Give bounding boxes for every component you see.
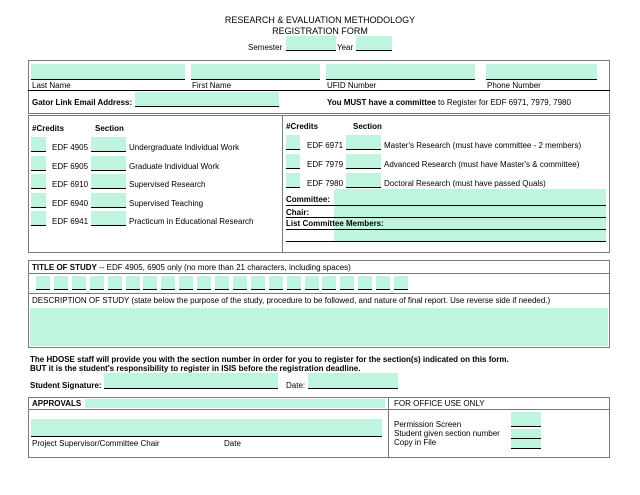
title-char-box[interactable]: [108, 276, 122, 290]
email-label: Gator Link Email Address:: [32, 98, 133, 107]
title-header-divider: [28, 273, 610, 274]
form-title-line2: REGISTRATION FORM: [272, 26, 368, 36]
title-char-box[interactable]: [72, 276, 86, 290]
title-char-box[interactable]: [36, 276, 50, 290]
student-signature-field[interactable]: [104, 373, 278, 389]
committee-note-rest: to Register for EDF 6971, 7979, 7980: [435, 98, 571, 107]
title-char-box[interactable]: [251, 276, 265, 290]
course-code: EDF 6905: [52, 162, 89, 171]
section-field[interactable]: [91, 137, 126, 152]
approval-date-label: Date: [224, 439, 241, 448]
last-name-field[interactable]: [31, 64, 185, 80]
office-item-permission: Permission Screen: [394, 420, 462, 429]
first-name-field[interactable]: [191, 64, 320, 80]
description-field[interactable]: [30, 308, 608, 346]
right-section-header: Section: [353, 122, 382, 131]
copy-in-file-field[interactable]: [511, 439, 541, 449]
title-char-box[interactable]: [394, 276, 408, 290]
first-name-label: First Name: [192, 81, 232, 90]
approvals-header-fill: [85, 399, 385, 408]
approvals-header-divider: [28, 409, 610, 410]
committee-note-bold: You MUST have a committee: [327, 98, 436, 107]
title-of-study-label: [32, 263, 351, 273]
semester-field[interactable]: [286, 36, 336, 51]
course-code: EDF 6910: [52, 180, 89, 189]
year-field[interactable]: [356, 36, 392, 51]
course-code: EDF 6941: [52, 217, 89, 226]
committee-members-label: List Committee Members:: [286, 219, 384, 228]
course-title: Graduate Individual Work: [129, 162, 220, 171]
supervisor-signature-field[interactable]: [31, 419, 225, 437]
section-field[interactable]: [346, 135, 381, 150]
title-char-box[interactable]: [54, 276, 68, 290]
last-name-label: Last Name: [32, 81, 71, 90]
section-field[interactable]: [91, 211, 126, 226]
title-char-box[interactable]: [179, 276, 193, 290]
course-title: Practicum in Educational Research: [129, 217, 254, 226]
course-code: EDF 6971: [307, 141, 344, 150]
title-of-study-bold: TITLE OF STUDY: [32, 263, 97, 272]
title-char-box[interactable]: [215, 276, 229, 290]
student-signature-label: Student Signature:: [30, 381, 102, 390]
section-field[interactable]: [91, 156, 126, 171]
form-title-line1: RESEARCH & EVALUATION METHODOLOGY: [224, 15, 416, 25]
course-code: EDF 4905: [52, 143, 89, 152]
section-field[interactable]: [91, 193, 126, 208]
office-use-label: FOR OFFICE USE ONLY: [394, 399, 485, 408]
left-credits-header: #Credits: [32, 124, 65, 133]
course-code: EDF 7979: [307, 160, 344, 169]
credits-field[interactable]: [31, 193, 46, 208]
credits-field[interactable]: [286, 154, 300, 169]
signature-date-field[interactable]: [308, 373, 398, 389]
credits-field[interactable]: [286, 135, 300, 150]
committee-label: Committee:: [286, 195, 331, 204]
credits-field[interactable]: [31, 211, 46, 226]
credits-field[interactable]: [31, 137, 46, 152]
approvals-divider: [388, 397, 389, 458]
committee-underline: [286, 205, 606, 206]
title-char-box[interactable]: [269, 276, 283, 290]
course-title: Advanced Research (must have Master's & committee): [384, 160, 580, 169]
permission-screen-field[interactable]: [511, 412, 541, 427]
course-title: Supervised Teaching: [129, 199, 204, 208]
title-char-box[interactable]: [161, 276, 175, 290]
title-char-box[interactable]: [358, 276, 372, 290]
title-char-box[interactable]: [197, 276, 211, 290]
course-code: EDF 7980: [307, 179, 344, 188]
notice-line-2: BUT it is the student's responsibility to register in ISIS before the registration deadline.: [30, 364, 361, 373]
title-row-divider: [28, 293, 610, 294]
title-char-box[interactable]: [287, 276, 301, 290]
signature-date-label: Date:: [286, 381, 306, 390]
course-code: EDF 6940: [52, 199, 89, 208]
course-title: Supervised Research: [129, 180, 206, 189]
members-underline-2: [286, 241, 606, 242]
description-label: DESCRIPTION OF STUDY (state below the purpose of the study, procedure to be followed, and nature of final report. Use reverse side if needed.): [32, 296, 551, 305]
section-number-field[interactable]: [511, 429, 541, 439]
chair-underline: [286, 217, 606, 218]
section-field[interactable]: [346, 154, 381, 169]
title-char-box[interactable]: [126, 276, 140, 290]
left-section-header: Section: [95, 124, 124, 133]
course-title: Undergraduate Individual Work: [129, 143, 240, 152]
office-item-copy-in-file: Copy in File: [394, 438, 437, 447]
credits-field[interactable]: [31, 174, 46, 189]
approvals-label: APPROVALS: [32, 399, 82, 408]
title-char-box[interactable]: [376, 276, 390, 290]
approval-date-field[interactable]: [222, 419, 382, 437]
right-credits-header: #Credits: [286, 122, 319, 131]
course-title: Doctoral Research (must have passed Quals): [384, 179, 546, 188]
title-of-study-note: -- EDF 4905, 6905 only (no more than 21 characters, including spaces): [96, 263, 351, 272]
title-char-box[interactable]: [305, 276, 319, 290]
committee-note: [327, 98, 571, 108]
notice-line-1: The HDOSE staff will provide you with the section number in order for you to register for the section(s) indicated on this form.: [30, 355, 509, 364]
title-char-box[interactable]: [143, 276, 157, 290]
title-char-box[interactable]: [322, 276, 336, 290]
credits-field[interactable]: [31, 156, 46, 171]
email-field[interactable]: [135, 92, 279, 107]
phone-field[interactable]: [486, 64, 597, 80]
phone-label: Phone Number: [487, 81, 541, 90]
title-char-box[interactable]: [90, 276, 104, 290]
course-title: Master's Research (must have committee - 2 members): [384, 141, 582, 150]
year-label: Year: [337, 43, 354, 52]
committee-field-area[interactable]: [334, 189, 606, 241]
section-field[interactable]: [346, 173, 381, 188]
chair-label: Chair:: [286, 208, 310, 217]
office-item-section-number: Student given section number: [394, 429, 500, 438]
credits-field[interactable]: [286, 173, 300, 188]
ufid-field[interactable]: [326, 64, 475, 80]
name-row-divider: [28, 90, 610, 91]
courses-divider: [282, 115, 283, 253]
title-char-box[interactable]: [233, 276, 247, 290]
ufid-label: UFID Number: [327, 81, 377, 90]
title-char-box[interactable]: [340, 276, 354, 290]
semester-label: Semester: [248, 43, 283, 52]
supervisor-label: Project Supervisor/Committee Chair: [32, 439, 160, 448]
section-field[interactable]: [91, 174, 126, 189]
members-underline-1: [286, 229, 606, 230]
